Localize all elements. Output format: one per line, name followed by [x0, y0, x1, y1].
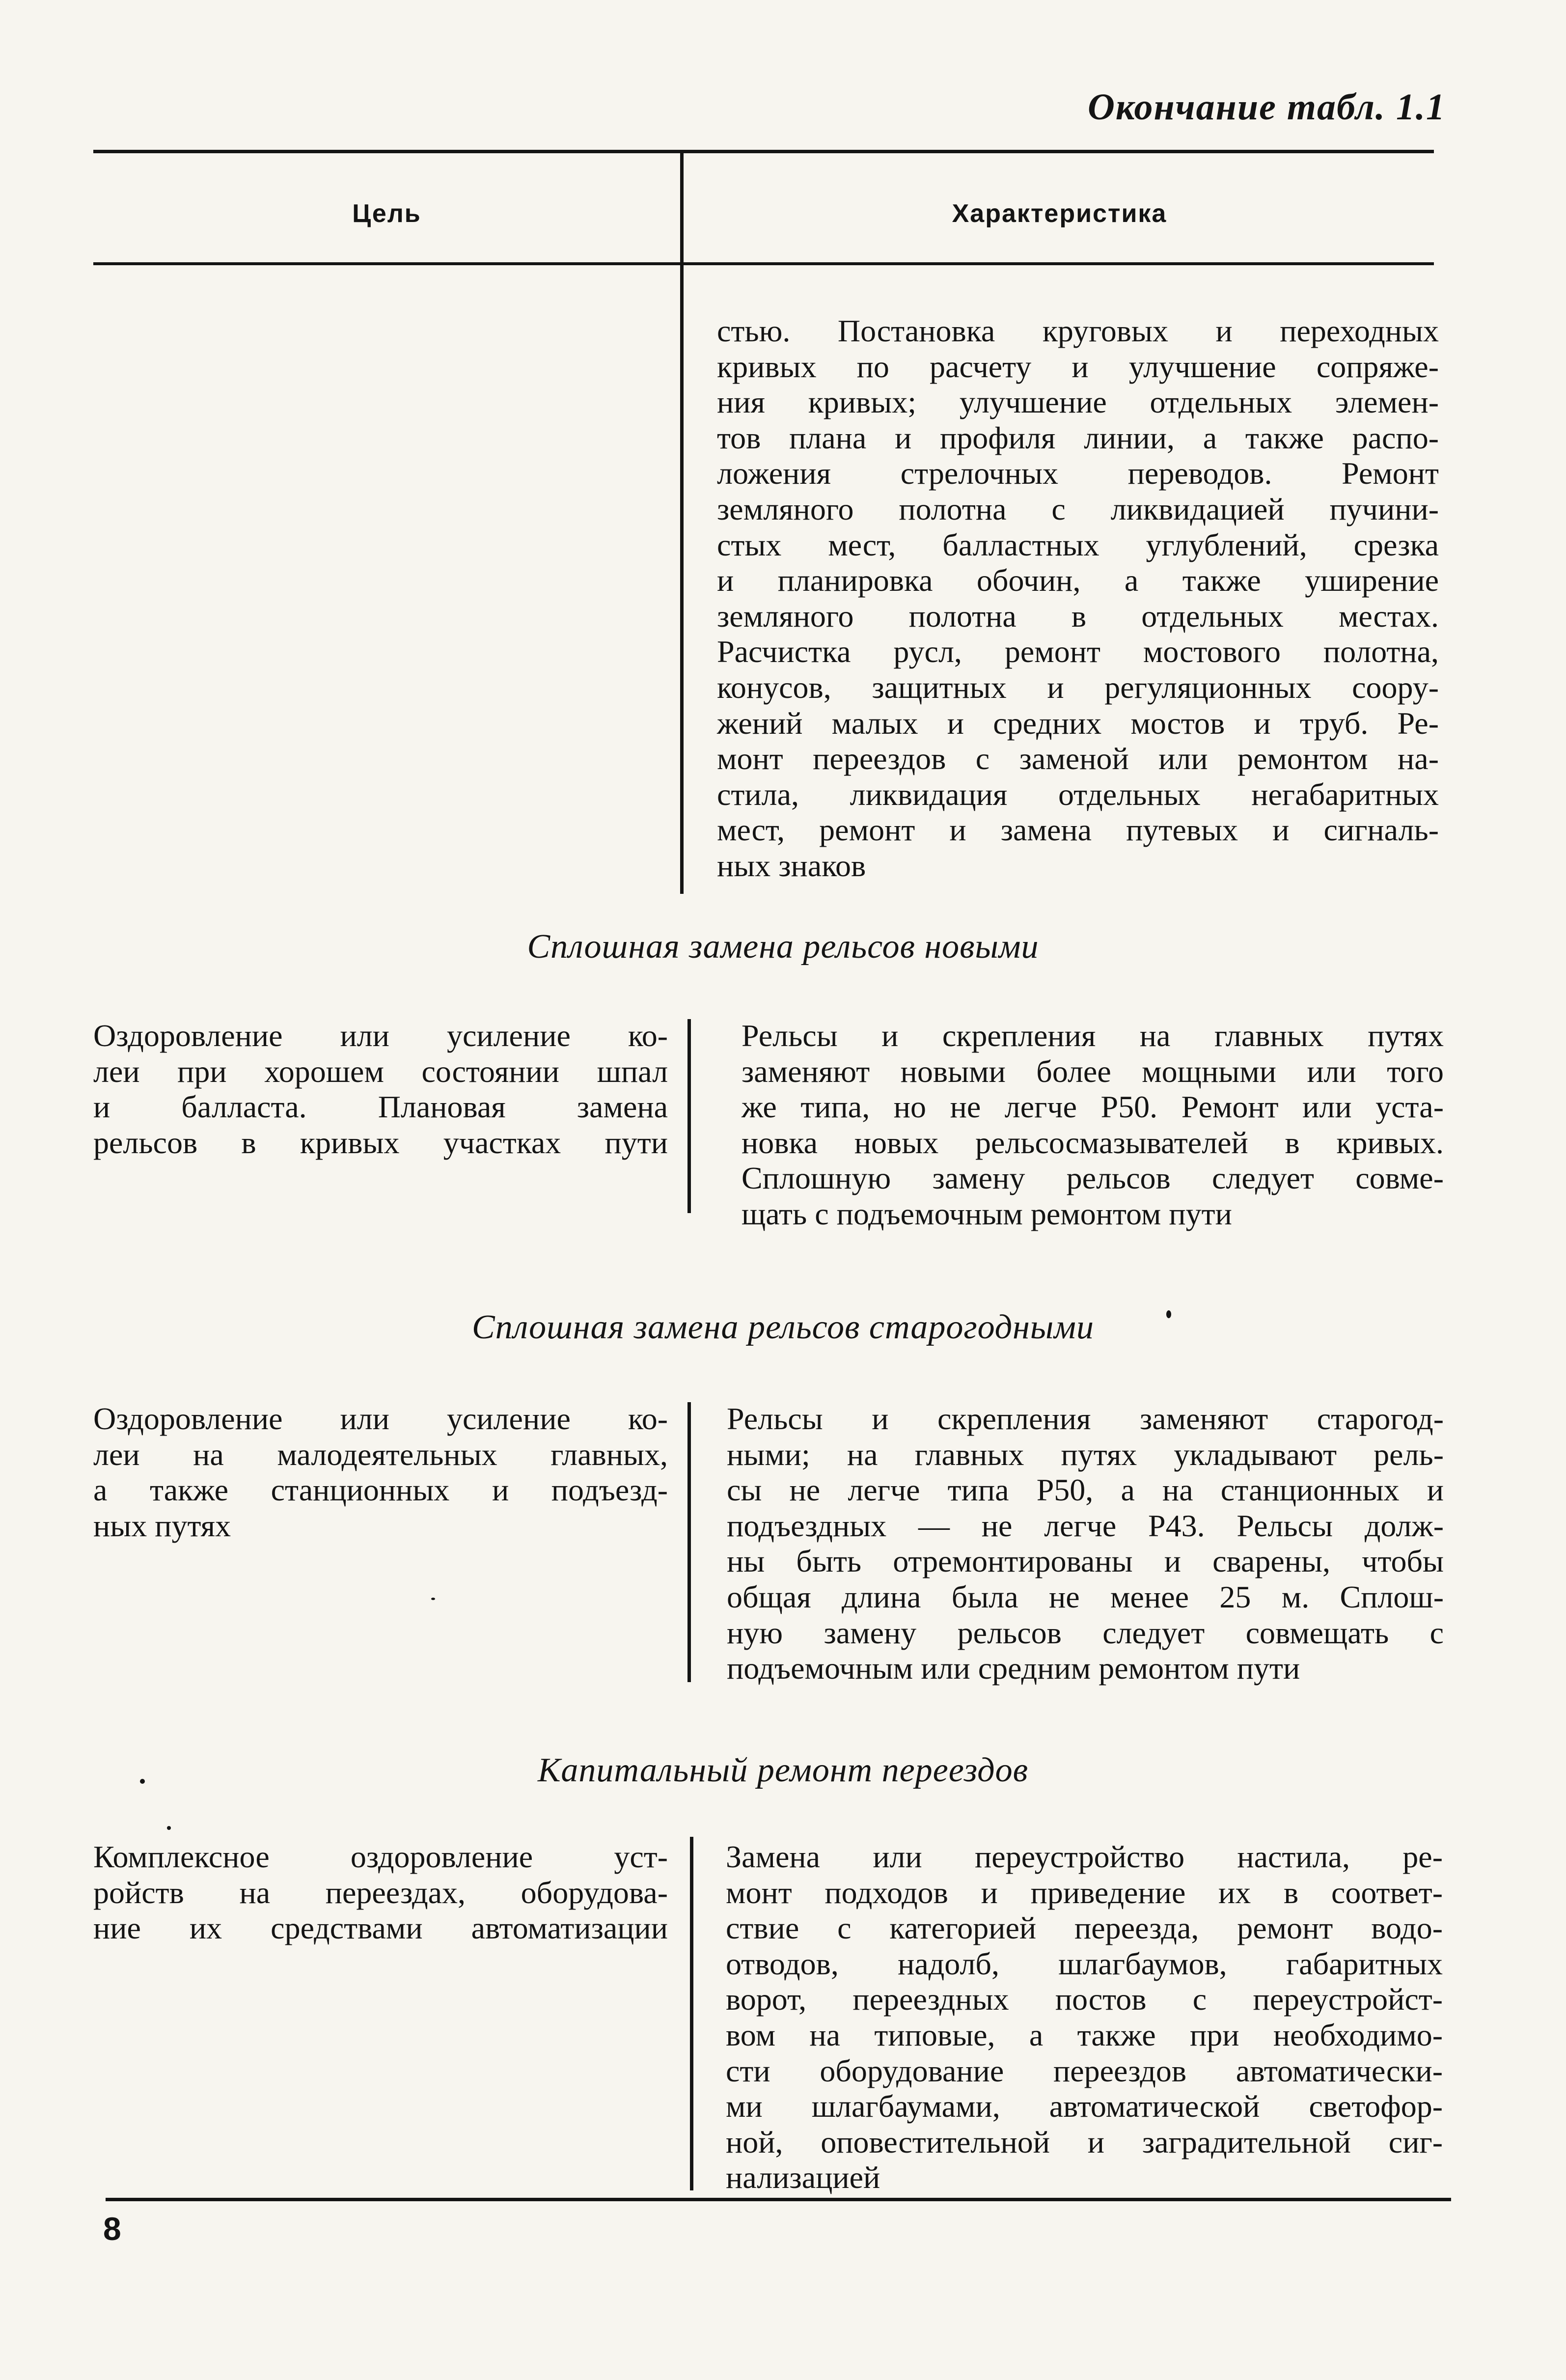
text-line: Расчистка русл, ремонт мостового полотна,	[717, 634, 1439, 669]
print-speck	[431, 1598, 435, 1600]
text-line: сы не легче типа Р50, а на станционных и	[727, 1472, 1444, 1508]
text-line: подъемочным или средним ремонтом пути	[727, 1651, 1300, 1686]
header-divider	[680, 153, 684, 264]
text-line: ния кривых; улучшение отдельных элемен-	[717, 385, 1439, 420]
text-line: ложения стрелочных переводов. Ремонт	[717, 456, 1439, 491]
page-number: 8	[103, 2211, 121, 2247]
text-line: мест, ремонт и замена путевых и сигналь-	[717, 812, 1439, 848]
print-speck	[140, 1779, 145, 1784]
text-line: и планировка обочин, а также уширение	[717, 563, 1439, 598]
column-header-goal: Цель	[352, 199, 421, 228]
text-line: а также станционных и подъезд-	[93, 1472, 668, 1508]
text-line: подъездных — не легче Р43. Рельсы долж-	[727, 1508, 1444, 1543]
goal-cell	[93, 1839, 668, 1946]
text-line: ных путях	[93, 1508, 231, 1543]
text-line: земляного полотна в отдельных местах.	[717, 598, 1439, 634]
text-line: щать с подъемочным ремонтом пути	[742, 1196, 1232, 1231]
text-line: монт переездов с заменой или ремонтом на-	[717, 741, 1439, 776]
text-line: тов плана и профиля линии, а также распо-	[717, 420, 1439, 455]
text-line: Оздоровление или усиление ко-	[93, 1018, 668, 1053]
text-line: сти оборудование переездов автоматически-	[726, 2053, 1443, 2088]
text-line: ной, оповестительной и заградительной сиг-	[726, 2124, 1443, 2159]
text-line: Комплексное оздоровление уст-	[93, 1839, 668, 1874]
column-header-characteristic: Характеристика	[952, 199, 1167, 228]
characteristic-cell	[742, 1018, 1444, 1232]
goal-cell	[93, 1401, 668, 1544]
text-line: ройств на переездах, оборудова-	[93, 1875, 668, 1910]
text-line: вом на типовые, а также при необходимо-	[726, 2017, 1443, 2052]
text-line: Рельсы и скрепления заменяют старогод-	[727, 1401, 1444, 1436]
text-line: ворот, переездных постов с переустройст-	[726, 1982, 1443, 2017]
characteristic-cell	[727, 1401, 1444, 1687]
text-line: ми шлагбаумами, автоматической светофор-	[726, 2089, 1443, 2124]
goal-cell	[93, 1018, 668, 1161]
text-line: ствие с категорией переезда, ремонт водо-	[726, 1910, 1443, 1946]
section-title: Капитальный ремонт переездов	[537, 1751, 1029, 1789]
continuation-label: Окончание табл. 1.1	[1088, 86, 1446, 128]
text-line: же типа, но не легче Р50. Ремонт или уста-	[742, 1089, 1444, 1125]
text-line: ными; на главных путях укладывают рель-	[727, 1437, 1444, 1472]
text-line: нализацией	[726, 2160, 880, 2195]
section-title: Сплошная замена рельсов старогодными	[472, 1308, 1094, 1346]
text-line: и балласта. Плановая замена	[93, 1089, 668, 1125]
text-line: отводов, надолб, шлагбаумов, габаритных	[726, 1946, 1443, 1981]
text-line: стью. Постановка круговых и переходных	[717, 313, 1439, 348]
characteristic-cell	[726, 1839, 1443, 2196]
text-line: ную замену рельсов следует совмещать с	[727, 1615, 1444, 1650]
text-line: Сплошную замену рельсов следует совме-	[742, 1161, 1444, 1196]
text-line: ние их средствами автоматизации	[93, 1910, 668, 1946]
print-speck	[1166, 1310, 1171, 1318]
text-line: Замена или переустройство настила, ре-	[726, 1839, 1443, 1874]
text-line: монт подходов и приведение их в соответ-	[726, 1875, 1443, 1910]
text-line: земляного полотна с ликвидацией пучини-	[717, 491, 1439, 526]
print-speck	[167, 1826, 171, 1830]
text-line: заменяют новыми более мощными или того	[742, 1053, 1444, 1089]
text-line: стых мест, балластных углублений, срезка	[717, 527, 1439, 562]
header-bottom-rule	[93, 262, 1434, 265]
text-line: Оздоровление или усиление ко-	[93, 1401, 668, 1436]
text-line: общая длина была не менее 25 м. Сплош-	[727, 1579, 1444, 1614]
text-line: кривых по расчету и улучшение сопряже-	[717, 349, 1439, 384]
text-line: стила, ликвидация отдельных негабаритных	[717, 776, 1439, 812]
text-line: конусов, защитных и регуляционных соору-	[717, 669, 1439, 705]
column-divider	[687, 1402, 691, 1682]
text-line: ны быть отремонтированы и сварены, чтобы	[727, 1544, 1444, 1579]
text-line: Рельсы и скрепления на главных путях	[742, 1018, 1444, 1053]
column-divider	[687, 1019, 691, 1213]
text-line: леи при хорошем состоянии шпал	[93, 1053, 668, 1089]
table-bottom-rule	[106, 2198, 1451, 2201]
column-divider	[690, 1837, 693, 2190]
section-title: Сплошная замена рельсов новыми	[527, 928, 1039, 966]
text-line: леи на малодеятельных главных,	[93, 1437, 668, 1472]
text-line: жений малых и средних мостов и труб. Ре-	[717, 705, 1439, 741]
text-line: рельсов в кривых участках пути	[93, 1125, 668, 1160]
intro-characteristic-cell	[717, 313, 1439, 884]
table-top-rule	[93, 150, 1434, 153]
text-line: ных знаков	[717, 848, 866, 883]
column-divider	[680, 265, 684, 894]
text-line: новка новых рельсосмазывателей в кривых.	[742, 1125, 1444, 1160]
